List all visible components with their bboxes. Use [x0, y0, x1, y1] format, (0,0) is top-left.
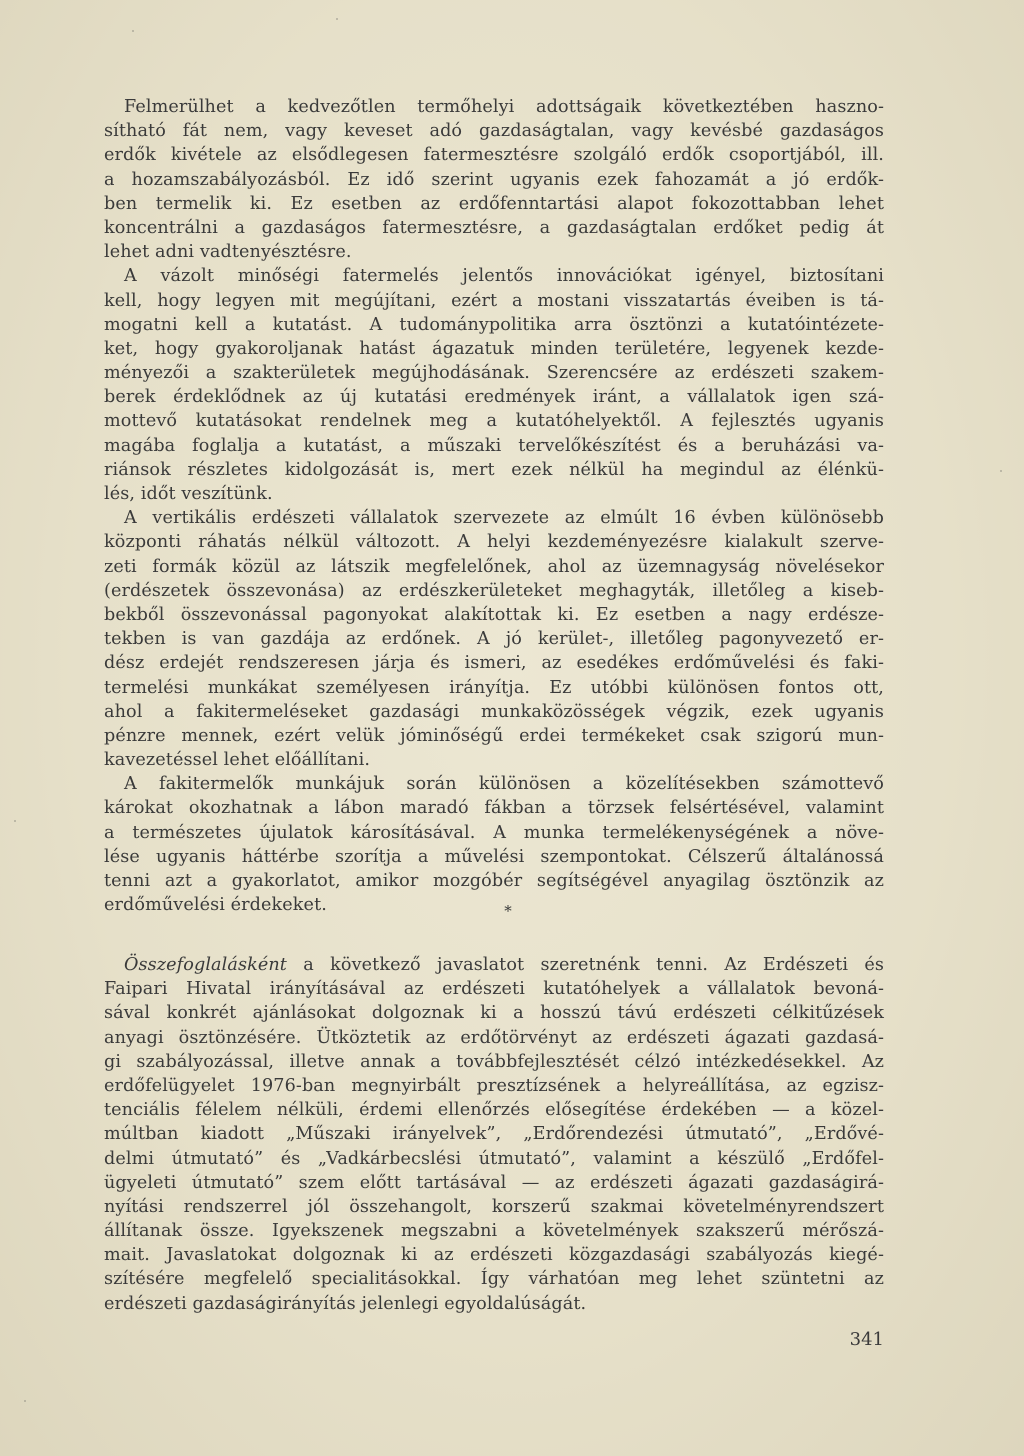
- text-line: állítanak össze. Igyekszenek megszabni a követelmények szakszerű mérőszá-: [104, 1221, 884, 1242]
- text-line: lése ugyanis háttérbe szorítja a művelési szempontokat. Célszerű általánossá: [104, 846, 884, 867]
- text-line: károkat okozhatnak a lábon maradó fákban a törzsek felsértésével, valamint: [104, 798, 884, 819]
- summary-lead-word: Összefoglalásként: [124, 955, 287, 975]
- summary-lead-rest: a következő javaslatot szeretnénk tenni. Az Erdészeti és: [286, 955, 884, 975]
- text-line: erdészeti gazdaságirányítás jelenlegi egyoldalúságát.: [104, 1293, 587, 1314]
- text-line: [104, 953, 884, 977]
- text-line: nyítási rendszerrel jól összehangolt, korszerű szakmai követelményrendszert: [104, 1196, 884, 1217]
- text-line: A fakitermelők munkájuk során különösen a közelítésekben számottevő: [124, 774, 884, 795]
- text-line: riánsok részletes kidolgozását is, mert ezek nélkül ha megindul az élénkü-: [104, 459, 884, 480]
- text-line: berek érdeklődnek az új kutatási eredmények iránt, a vállalatok igen szá-: [104, 387, 884, 408]
- text-line: Faipari Hivatal irányításával az erdészeti kutatóhelyek a vállalatok bevoná-: [104, 979, 884, 1000]
- text-line: gi szabályozással, illetve annak a továbbfejlesztését célzó intézkedésekkel. Az: [104, 1051, 884, 1072]
- text-line: koncentrálni a gazdaságos fatermesztésre, a gazdaságtalan erdőket pedig át: [104, 217, 884, 238]
- body-text-section-1: [104, 95, 884, 917]
- text-line: dész erdejét rendszeresen járja és ismeri, az esedékes erdőművelési és faki-: [104, 653, 884, 674]
- text-line: mait. Javaslatokat dolgoznak ki az erdészeti közgazdasági szabályozás kiegé-: [104, 1245, 884, 1266]
- text-line: (erdészetek összevonása) az erdészkerületeket meghagyták, illetőleg a kiseb-: [104, 580, 884, 601]
- text-line: sítható fát nem, vagy keveset adó gazdaságtalan, vagy kevésbé gazdaságos: [104, 121, 884, 142]
- text-line: ményezői a szakterületek megújhodásának. Szerencsére az erdészeti szakem-: [104, 363, 884, 384]
- text-line: ben termelik ki. Ez esetben az erdőfenntartási alapot fokozottabban lehet: [104, 193, 884, 214]
- text-line: tekben is van gazdája az erdőnek. A jó kerület-, illetőleg pagonyvezető er-: [104, 629, 884, 650]
- text-line: termelési munkákat személyesen irányítja. Ez utóbbi különösen fontos ott,: [104, 677, 884, 698]
- text-line: erdők kivétele az elsődlegesen fatermesztésre szolgáló erdők csoportjából, ill.: [104, 145, 884, 166]
- page-number: 341: [849, 1329, 884, 1350]
- section-separator: [0, 902, 1024, 920]
- text-line: mottevő kutatásokat rendelnek meg a kutatóhelyektől. A fejlesztés ugyanis: [104, 411, 884, 432]
- body-text-section-2: [104, 953, 884, 1316]
- text-line: tenciális félelem nélküli, érdemi ellenőrzés elősegítése érdekében — a közel-: [104, 1100, 884, 1121]
- text-line: A vertikális erdészeti vállalatok szervezete az elmúlt 16 évben különösebb: [124, 508, 884, 529]
- text-line: lehet adni vadtenyésztésre.: [104, 242, 352, 263]
- text-line: delmi útmutató” és „Vadkárbecslési útmutató”, valamint a készülő „Erdőfel-: [104, 1148, 884, 1169]
- text-line: Felmerülhet a kedvezőtlen termőhelyi adottságaik következtében haszno-: [124, 97, 884, 117]
- text-line: ügyeleti útmutató” szem előtt tartásával — az erdészeti ágazati gazdaságirá-: [104, 1172, 884, 1193]
- text-line: múltban kiadott „Műszaki irányelvek”, „Erdőrendezési útmutató”, „Erdővé-: [104, 1124, 884, 1145]
- text-line: ahol a fakitermeléseket gazdasági munkaközösségek végzik, ezek ugyanis: [104, 701, 884, 722]
- text-line: A vázolt minőségi fatermelés jelentős innovációkat igényel, biztosítani: [124, 266, 884, 287]
- text-line: erdőművelési érdekeket.: [104, 895, 327, 916]
- text-line: központi ráhatás nélkül változott. A helyi kezdeményezésre kialakult szerve-: [104, 532, 884, 553]
- text-line: a hozamszabályozásból. Ez idő szerint ugyanis ezek fahozamát a jó erdők-: [104, 169, 884, 190]
- text-line: sával konkrét ajánlásokat dolgoznak ki a hosszú távú erdészeti célkitűzések: [104, 1003, 884, 1024]
- text-line: pénzre mennek, ezért velük jóminőségű erdei termékeket csak szigorú mun-: [104, 725, 884, 746]
- text-line: erdőfelügyelet 1976-ban megnyirbált presztízsének a helyreállítása, az egzisz-: [104, 1075, 884, 1096]
- text-line: anyagi ösztönzésére. Ütköztetik az erdőtörvényt az erdészeti ágazati gazdasá-: [104, 1027, 884, 1048]
- text-line: ket, hogy gyakoroljanak hatást ágazatuk minden területére, legyenek kezde-: [104, 338, 884, 359]
- text-line: kell, hogy legyen mit megújítani, ezért a mostani visszatartás éveiben is tá-: [104, 290, 884, 311]
- text-line: lés, időt veszítünk.: [104, 484, 273, 504]
- text-line: szítésére megfelelő specialitásokkal. Így várhatóan meg lehet szüntetni az: [104, 1269, 884, 1290]
- text-line: a természetes újulatok károsításával. A munka termelékenységének a növe-: [104, 822, 884, 843]
- text-line: zeti formák közül az látszik megfelelőnek, ahol az üzemnagyság növelésekor: [104, 556, 884, 577]
- text-line: bekből összevonással pagonyokat alakítottak ki. Ez esetben a nagy erdésze-: [104, 604, 884, 625]
- separator-asterisk: *: [504, 902, 512, 920]
- text-line: kavezetéssel lehet előállítani.: [104, 750, 371, 771]
- text-line: mogatni kell a kutatást. A tudománypolitika arra ösztönzi a kutatóintézete-: [104, 314, 884, 335]
- text-line: magába foglalja a kutatást, a műszaki tervelőkészítést és a beruházási va-: [104, 435, 884, 456]
- text-line: tenni azt a gyakorlatot, amikor mozgóbér segítségével anyagilag ösztönzik az: [104, 871, 884, 891]
